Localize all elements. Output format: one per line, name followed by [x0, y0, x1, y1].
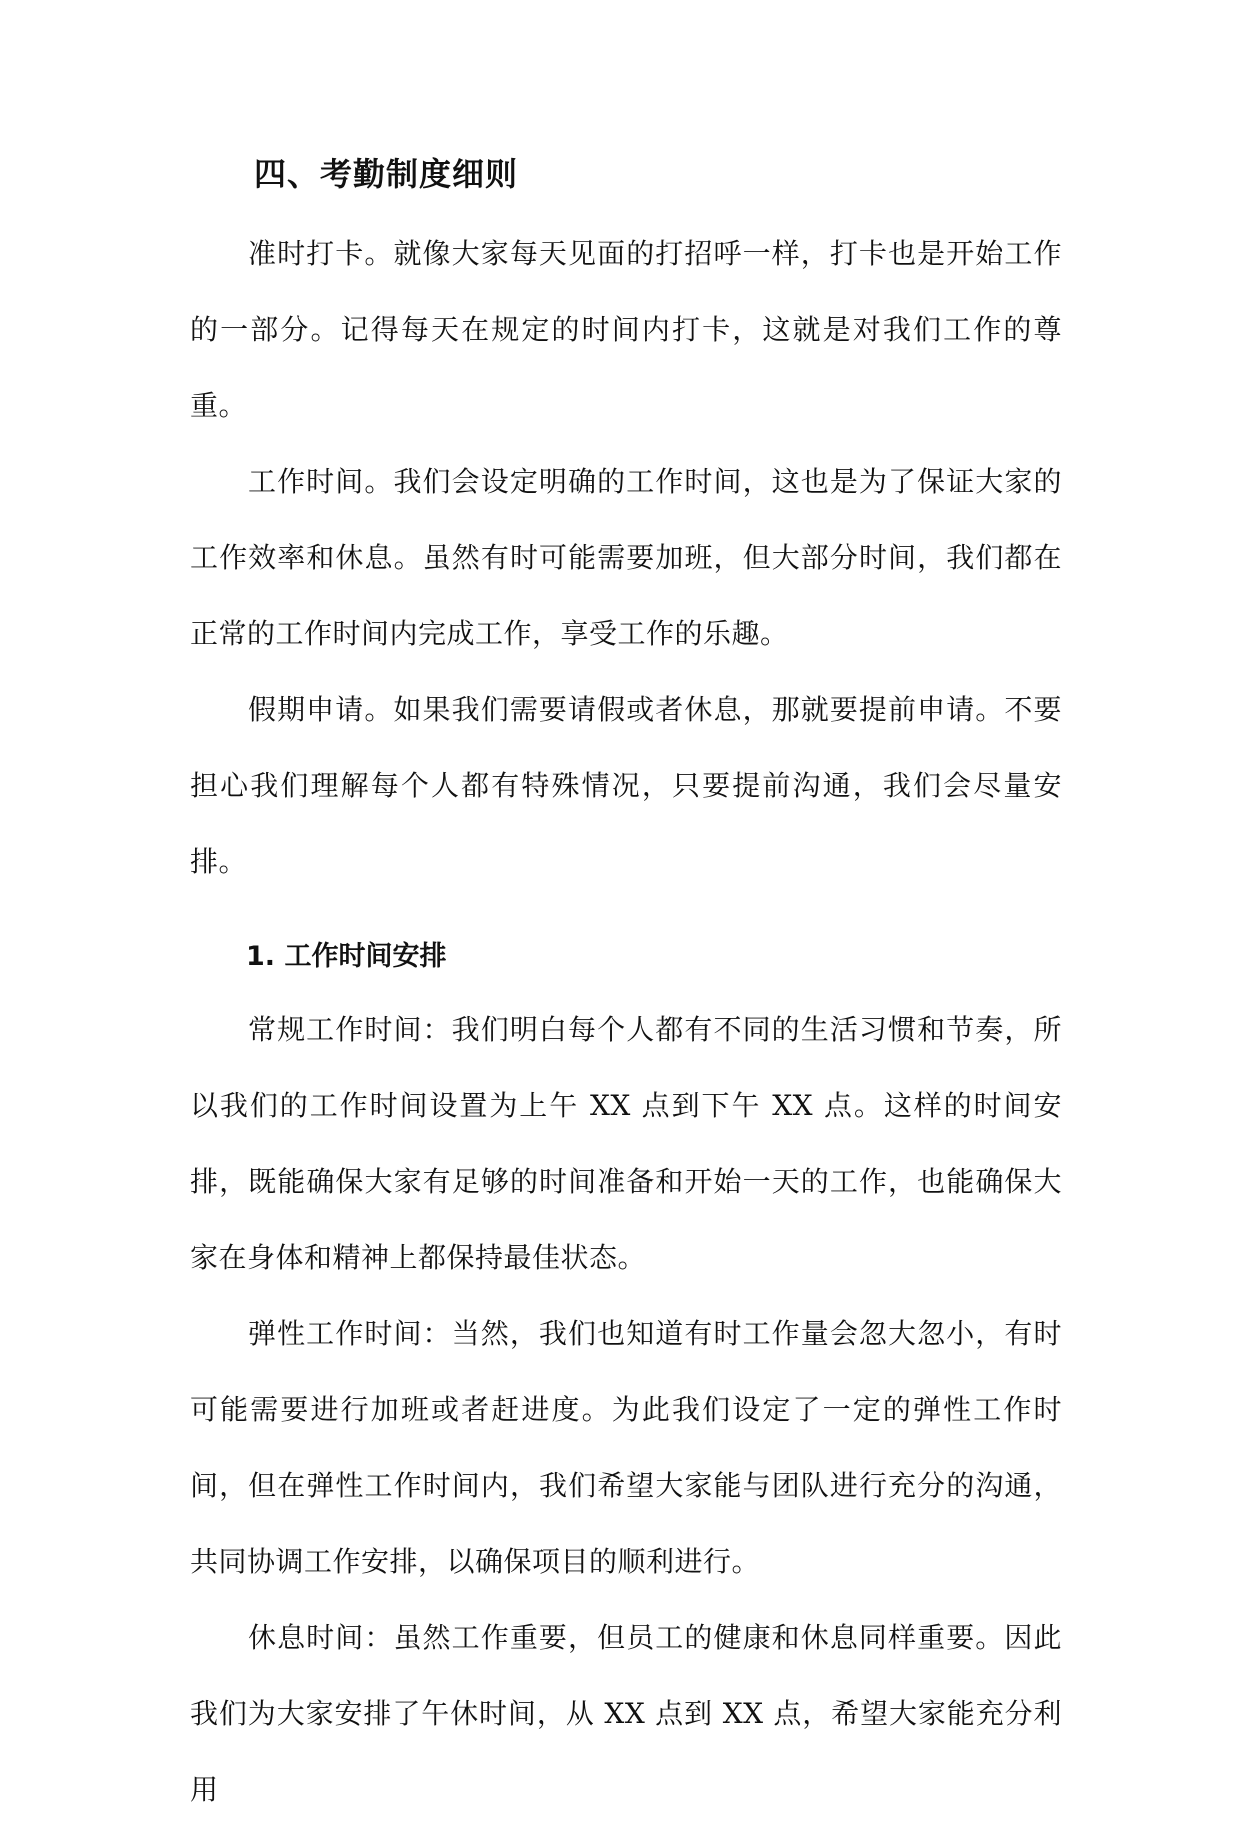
- paragraph-regular-hours: 常规工作时间：我们明白每个人都有不同的生活习惯和节奏，所以我们的工作时间设置为上午 XX 点到下午 XX 点。这样的时间安排，既能确保大家有足够的时间准备和开始一天的工作，也能确保大家在身体和精神上都保持最佳状态。: [190, 1013, 1062, 1274]
- paragraph-punch-in: 准时打卡。就像大家每天见面的打招呼一样，打卡也是开始工作的一部分。记得每天在规定的时间内打卡，这就是对我们工作的尊重。: [190, 237, 1062, 422]
- paragraph-leave-request: 假期申请。如果我们需要请假或者休息，那就要提前申请。不要担心我们理解每个人都有特殊情况，只要提前沟通，我们会尽量安排。: [190, 693, 1062, 878]
- section-title: 四、考勤制度细则: [254, 155, 519, 193]
- subsection-title: 1. 工作时间安排: [246, 941, 447, 972]
- paragraph-rest-time: 休息时间：虽然工作重要，但员工的健康和休息同样重要。因此我们为大家安排了午休时间，从 XX 点到 XX 点，希望大家能充分利用: [190, 1621, 1062, 1806]
- paragraph-flexible-hours: 弹性工作时间：当然，我们也知道有时工作量会忽大忽小，有时可能需要进行加班或者赶进度。为此我们设定了一定的弹性工作时间，但在弹性工作时间内，我们希望大家能与团队进行充分的沟通，共同协调工作安排，以确保项目的顺利进行。: [190, 1317, 1062, 1578]
- document-body: [190, 150, 1062, 1828]
- paragraph-work-hours: 工作时间。我们会设定明确的工作时间，这也是为了保证大家的工作效率和休息。虽然有时可能需要加班，但大部分时间，我们都在正常的工作时间内完成工作，享受工作的乐趣。: [190, 465, 1062, 650]
